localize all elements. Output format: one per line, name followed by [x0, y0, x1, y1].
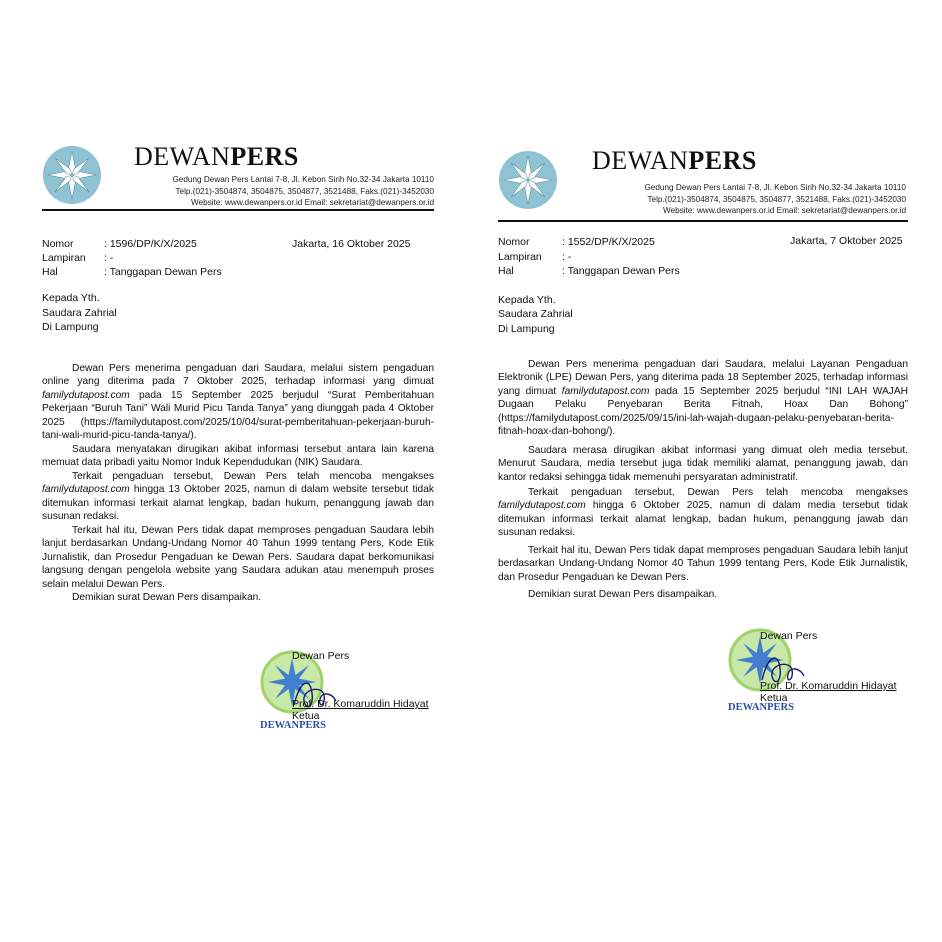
- contact-web: Website: www.dewanpers.or.id Email: sekretariat@dewanpers.or.id: [191, 198, 434, 207]
- recipient-location: Di Lampung: [42, 321, 99, 333]
- hal-value: : Tanggapan Dewan Pers: [562, 265, 680, 277]
- paragraph-4: Terkait hal itu, Dewan Pers tidak dapat memproses pengaduan Saudara lebih lanjut berdasarkan Undang-Undang Nomor 40 Tahun 1999 tentang Pers, Kode Etik Jurnalistik, dan Prosedur Pengaduan ke Dewan Pers. Saudara dapat berkomunikasi langsung dengan pengelola website yang Saudara adukan atau menempuh proses selain melalui Dewan Pers.: [42, 525, 434, 590]
- site-name: familydutapost.com: [42, 484, 130, 496]
- paragraph-1: Dewan Pers menerima pengaduan dari Saudara, melalui sistem pengaduan online yang diterima pada 7 Oktober 2025, terhadap informasi yang dimuat familydutapost.com pada 15 September 2025 berjudul “Surat Pemberitahuan Pekerjaan “Buruh Tani” Wali Murid Picu Tanda Tanya” yang diunggah pada 4 Oktober 2025 (https://familydutapost.com/2025/10/04/surat-pemberitahuan-pekerjaan-buruh-tani-wali-murid-picu-tanda-tanya/).: [42, 363, 434, 442]
- paragraph-2: Saudara menyatakan dirugikan akibat informasi tersebut antara lain karena memuat data pribadi yaitu Nomor Induk Kependudukan (NIK) Saudara.: [42, 444, 434, 469]
- site-name: familydutapost.com: [561, 385, 650, 397]
- kepada-yth: Kepada Yth.: [42, 292, 100, 304]
- brand-light: DEWAN: [592, 146, 689, 175]
- nomor-label: Nomor: [498, 236, 530, 248]
- paragraph-3: Terkait pengaduan tersebut, Dewan Pers telah mencoba mengakses familydutapost.com hingga 6 Oktober 2025, namun di dalam media tersebut tidak ditemukan informasi terkait alamat lengkap, badan hukum, penanggung jawab dan susunan redaksi.: [498, 487, 908, 539]
- letterhead-rule: [42, 209, 434, 211]
- stamp-label: DEWANPERS: [728, 702, 794, 713]
- brand-light: DEWAN: [134, 142, 231, 171]
- dewan-pers-logo-icon: [498, 150, 558, 210]
- lampiran-value: : -: [104, 252, 114, 264]
- signatory-name: Prof. Dr. Komaruddin Hidayat: [292, 698, 429, 710]
- paragraph-4: Terkait hal itu, Dewan Pers tidak dapat memproses pengaduan Saudara lebih lanjut berdasarkan Undang-Undang Nomor 40 Tahun 1999 tentang Pers, Kode Etik Jurnalistik, dan Prosedur Pengaduan ke Dewan Pers.: [498, 545, 908, 583]
- recipient-location: Di Lampung: [498, 323, 555, 335]
- contact-phone: Telp.(021)-3504874, 3504875, 3504877, 3521488, Faks.(021)-3452030: [647, 194, 906, 204]
- site-name: familydutapost.com: [42, 389, 130, 401]
- signatory-title: Ketua: [760, 692, 788, 704]
- signatory-name: Prof. Dr. Komaruddin Hidayat: [760, 680, 897, 692]
- nomor-value: : 1552/DP/K/X/2025: [562, 236, 655, 248]
- dewan-pers-logo-icon: [42, 145, 102, 205]
- contact-web: Website: www.dewanpers.or.id Email: sekretariat@dewanpers.or.id: [663, 206, 906, 215]
- nomor-label: Nomor: [42, 238, 74, 250]
- hal-value: : Tanggapan Dewan Pers: [104, 266, 222, 278]
- lampiran-label: Lampiran: [498, 251, 542, 263]
- letter-date: Jakarta, 7 Oktober 2025: [790, 235, 903, 247]
- nomor-value: : 1596/DP/K/X/2025: [104, 238, 197, 250]
- signatory-org: Dewan Pers: [292, 650, 350, 662]
- paragraph-5: Demikian surat Dewan Pers disampaikan.: [72, 592, 262, 603]
- signatory-org: Dewan Pers: [760, 630, 818, 642]
- letter-left: [0, 110, 470, 750]
- brand-bold: PERS: [688, 146, 757, 175]
- hal-label: Hal: [498, 265, 514, 277]
- kepada-yth: Kepada Yth.: [498, 294, 556, 306]
- contact-address: Gedung Dewan Pers Lantai 7-8, Jl. Kebon Sirih No.32-34 Jakarta 10110: [644, 183, 906, 192]
- signatory-title: Ketua: [292, 710, 320, 722]
- letterhead-contact: [172, 174, 434, 209]
- lampiran-label: Lampiran: [42, 252, 86, 264]
- letter-right: [472, 126, 942, 766]
- letter-date: Jakarta, 16 Oktober 2025: [292, 238, 411, 250]
- paragraph-1: Dewan Pers menerima pengaduan dari Saudara, melalui Layanan Pengaduan Elektronik (LPE) Dewan Pers, yang diterima pada 18 September 2025, terhadap informasi yang dimuat familydutapost.com pada 15 September 2025 berjudul “INI LAH WAJAH Dugaan Pelaku Penyebaran Berita Fitnah, Hoax Dan Bohong” (https://familydutapost.com/2025/09/15/ini-lah-wajah-dugaan-pelaku-penyebaran-berita-fitnah-hoax-dan-bohong/).: [498, 359, 908, 438]
- hal-label: Hal: [42, 266, 58, 278]
- paragraph-3: Terkait pengaduan tersebut, Dewan Pers telah mencoba mengakses familydutapost.com hingga 13 Oktober 2025, namun di dalam website tersebut tidak ditemukan informasi terkait alamat lengkap, badan hukum, penanggung jawab dan susunan redaksi.: [42, 471, 434, 523]
- contact-phone: Telp.(021)-3504874, 3504875, 3504877, 3521488, Faks.(021)-3452030: [175, 186, 434, 196]
- brand-wordmark: [592, 146, 757, 176]
- site-name: familydutapost.com: [498, 500, 586, 512]
- recipient-name: Saudara Zahrial: [42, 307, 117, 319]
- brand-wordmark: [134, 142, 299, 172]
- paragraph-5: Demikian surat Dewan Pers disampaikan.: [528, 589, 718, 600]
- paragraph-2: Saudara merasa dirugikan akibat informasi yang dimuat oleh media tersebut. Menurut Saudara, media tersebut juga tidak memiliki alamat, penanggung jawab, dan kantor redaksi sehingga tidak memenuhi persyaratan administratif.: [498, 445, 908, 483]
- contact-address: Gedung Dewan Pers Lantai 7-8, Jl. Kebon Sirih No.32-34 Jakarta 10110: [172, 175, 434, 184]
- brand-bold: PERS: [230, 142, 299, 171]
- lampiran-value: : -: [562, 251, 572, 263]
- letterhead-rule: [498, 220, 908, 222]
- letterhead-contact: [644, 182, 906, 217]
- recipient-name: Saudara Zahrial: [498, 308, 573, 320]
- stamp-label: DEWANPERS: [260, 720, 326, 731]
